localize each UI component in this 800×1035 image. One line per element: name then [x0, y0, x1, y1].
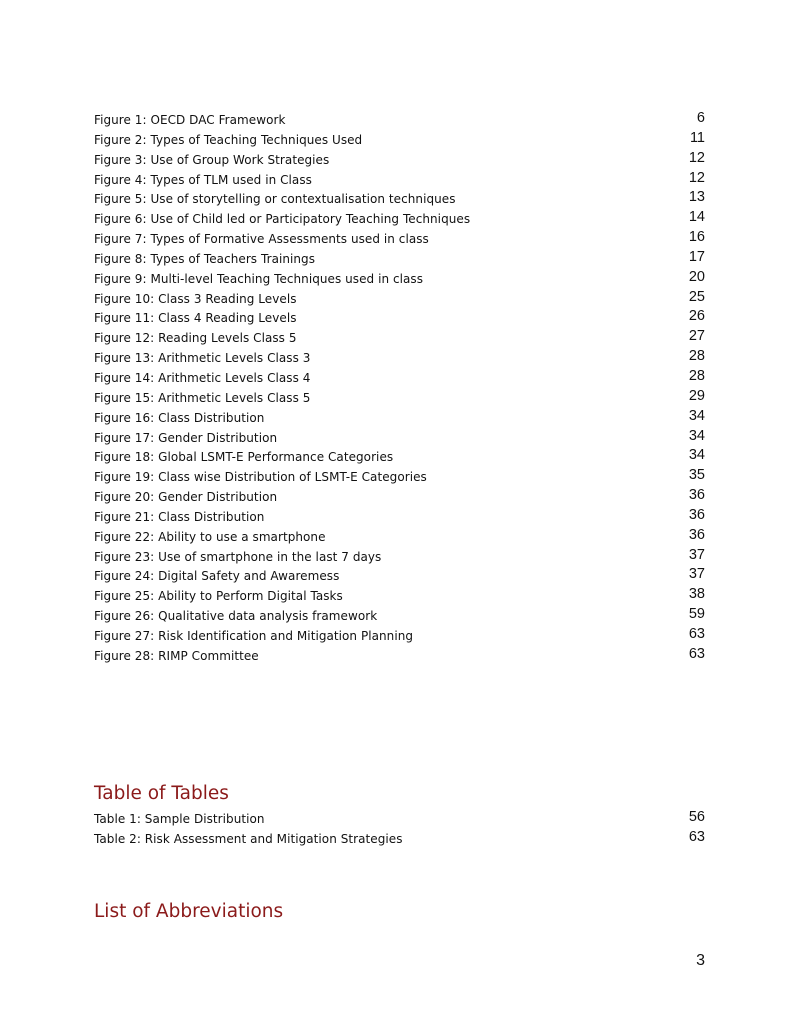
figure-entry-page-number: 36 [688, 526, 705, 543]
figure-entry-page-number: 28 [688, 367, 705, 384]
figure-entry-label: Figure 20: Gender Distribution [94, 490, 278, 505]
figure-entry-page-number: 29 [688, 387, 705, 404]
figure-entry[interactable] [94, 527, 705, 547]
figure-entry[interactable] [94, 428, 705, 448]
figure-entry-page-number: 26 [688, 308, 705, 325]
figure-entry-label: Figure 19: Class wise Distribution of LSMT-E Categories [94, 470, 427, 485]
figure-entry-label: Figure 13: Arithmetic Levels Class 3 [94, 351, 311, 366]
figure-entry-label: Figure 10: Class 3 Reading Levels [94, 291, 297, 306]
figure-entry[interactable] [94, 110, 705, 130]
figure-entry[interactable] [94, 626, 705, 646]
figure-entry-label: Figure 4: Types of TLM used in Class [94, 172, 312, 187]
figure-entry-page-number: 63 [688, 645, 705, 662]
figure-entry[interactable] [94, 229, 705, 249]
figure-entry-label: Figure 16: Class Distribution [94, 410, 265, 425]
figure-entry-label: Figure 1: OECD DAC Framework [94, 113, 286, 127]
figure-entry-page-number: 34 [688, 447, 705, 464]
figure-entry[interactable] [94, 130, 705, 150]
figure-entry[interactable] [94, 289, 705, 309]
figure-entry-label: Figure 26: Qualitative data analysis framework [94, 609, 378, 624]
figure-entry-label: Figure 22: Ability to use a smartphone [94, 529, 326, 544]
figure-entry[interactable] [94, 249, 705, 269]
figure-entry[interactable] [94, 189, 705, 209]
figure-entry-page-number: 37 [688, 566, 705, 583]
figure-entry-page-number: 28 [688, 348, 705, 365]
figure-entry-label: Figure 15: Arithmetic Levels Class 5 [94, 390, 311, 405]
figure-entry-label: Figure 5: Use of storytelling or contextualisation techniques [94, 192, 456, 207]
figure-entry[interactable] [94, 269, 705, 289]
figure-entry[interactable] [94, 447, 705, 467]
figure-entry[interactable] [94, 408, 705, 428]
figure-entry[interactable] [94, 606, 705, 626]
figure-entry-label: Figure 17: Gender Distribution [94, 430, 278, 445]
figure-entry-page-number: 34 [688, 407, 705, 424]
figure-entry[interactable] [94, 170, 705, 190]
figure-entry[interactable] [94, 368, 705, 388]
figure-entry-page-number: 12 [688, 169, 705, 186]
figure-entry[interactable] [94, 150, 705, 170]
figure-entry-page-number: 20 [688, 268, 705, 285]
figure-entry-label: Figure 11: Class 4 Reading Levels [94, 311, 297, 326]
figure-entry-page-number: 25 [688, 288, 705, 305]
table-entry-label: Table 2: Risk Assessment and Mitigation Strategies [94, 831, 403, 846]
table-of-tables-heading: Table of Tables [94, 783, 229, 804]
figure-entry-label: Figure 3: Use of Group Work Strategies [94, 152, 330, 167]
figure-entry-page-number: 13 [688, 189, 705, 206]
figure-entry[interactable] [94, 348, 705, 368]
figure-entry[interactable] [94, 328, 705, 348]
figure-entry-page-number: 35 [688, 467, 705, 484]
table-entry[interactable] [94, 829, 705, 849]
figure-entry-page-number: 34 [688, 427, 705, 444]
figure-entry-page-number: 63 [688, 625, 705, 642]
figure-entry-label: Figure 23: Use of smartphone in the last 7 days [94, 549, 382, 564]
table-of-figures [94, 110, 705, 666]
figure-entry[interactable] [94, 308, 705, 328]
table-entry-page-number: 63 [688, 828, 705, 845]
figure-entry-label: Figure 28: RIMP Committee [94, 648, 259, 663]
figure-entry[interactable] [94, 646, 705, 666]
figure-entry-page-number: 27 [688, 328, 705, 345]
figure-entry[interactable] [94, 586, 705, 606]
figure-entry-label: Figure 21: Class Distribution [94, 509, 265, 524]
figure-entry[interactable] [94, 388, 705, 408]
figure-entry-label: Figure 14: Arithmetic Levels Class 4 [94, 370, 311, 385]
table-entry-label: Table 1: Sample Distribution [94, 812, 265, 826]
figure-entry-label: Figure 2: Types of Teaching Techniques Used [94, 132, 363, 147]
figure-entry-label: Figure 12: Reading Levels Class 5 [94, 331, 297, 346]
figure-entry-label: Figure 6: Use of Child led or Participatory Teaching Techniques [94, 212, 471, 227]
figure-entry[interactable] [94, 566, 705, 586]
figure-entry-label: Figure 25: Ability to Perform Digital Tasks [94, 589, 343, 604]
figure-entry-page-number: 12 [688, 149, 705, 166]
figure-entry-label: Figure 9: Multi-level Teaching Techniques used in class [94, 271, 424, 286]
figure-entry[interactable] [94, 209, 705, 229]
table-entry-page-number: 56 [688, 809, 705, 825]
figure-entry-label: Figure 7: Types of Formative Assessments used in class [94, 232, 429, 247]
figure-entry[interactable] [94, 507, 705, 527]
figure-entry-page-number: 6 [696, 110, 705, 126]
figure-entry-page-number: 38 [688, 586, 705, 603]
figure-entry-label: Figure 24: Digital Safety and Awaremess [94, 569, 340, 584]
page-number: 3 [696, 952, 705, 969]
figure-entry-label: Figure 27: Risk Identification and Mitigation Planning [94, 628, 414, 643]
figure-entry-page-number: 11 [689, 129, 705, 146]
figure-entry-label: Figure 18: Global LSMT-E Performance Categories [94, 450, 394, 465]
figure-entry-page-number: 16 [688, 229, 705, 246]
figure-entry-page-number: 17 [688, 248, 705, 265]
table-of-tables [94, 809, 705, 849]
figure-entry-page-number: 37 [688, 546, 705, 563]
figure-entry[interactable] [94, 547, 705, 567]
figure-entry-page-number: 14 [688, 209, 705, 226]
figure-entry-label: Figure 8: Types of Teachers Trainings [94, 251, 316, 266]
list-of-abbreviations-heading: List of Abbreviations [94, 901, 284, 922]
figure-entry-page-number: 59 [688, 606, 705, 623]
figure-entry[interactable] [94, 467, 705, 487]
figure-entry-page-number: 36 [688, 506, 705, 523]
figure-entry[interactable] [94, 487, 705, 507]
figure-entry-page-number: 36 [688, 487, 705, 504]
table-entry[interactable] [94, 809, 705, 829]
